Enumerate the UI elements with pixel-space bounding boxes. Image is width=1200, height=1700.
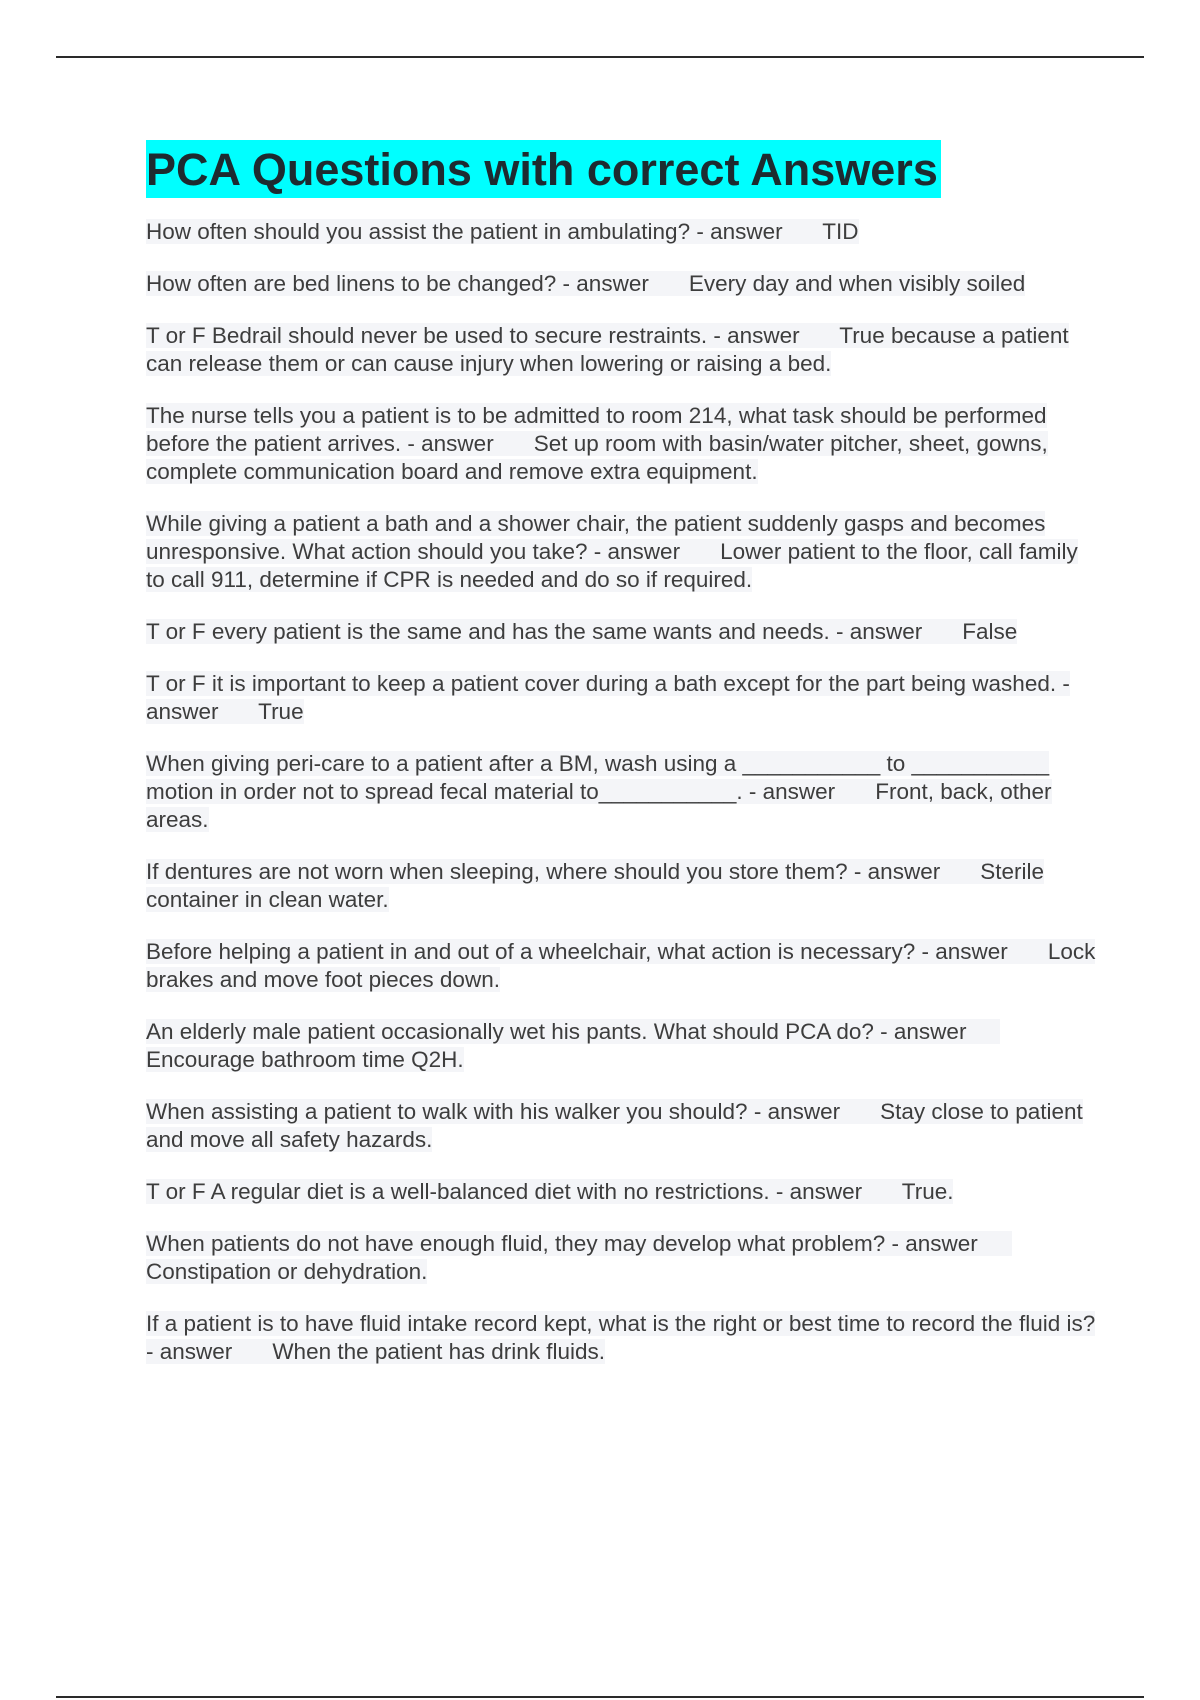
answer-text: TID: [822, 219, 859, 244]
qa-text: [146, 1231, 1012, 1284]
separator: -: [885, 1231, 906, 1256]
separator: -: [690, 219, 711, 244]
answer-text: True because a patient can release them or can cause injury when lowering or raising a bed.: [146, 323, 1069, 376]
separator: -: [401, 431, 422, 456]
answer-text: Sterile container in clean water.: [146, 859, 1045, 912]
answer-text: True: [258, 699, 304, 724]
question-text: The nurse tells you a patient is to be admitted to room 214, what task should be performed before the patient arrives.: [146, 403, 1047, 456]
qa-text: [146, 751, 1052, 832]
question-text: How often are bed linens to be changed?: [146, 271, 557, 296]
answer-label: answer: [905, 1231, 978, 1256]
answer-label: answer: [159, 1339, 233, 1364]
qa-text: [146, 619, 1017, 644]
answer-text: Front, back, other areas.: [146, 779, 1052, 832]
answer-label: answer: [867, 859, 941, 884]
answer-label: answer: [710, 219, 783, 244]
qa-item: [146, 1310, 1096, 1366]
qa-text: [146, 1019, 1000, 1072]
answer-label: answer: [935, 939, 1008, 964]
answer-text: Stay close to patient and move all safety hazards.: [146, 1099, 1083, 1152]
qa-text: [146, 403, 1048, 484]
qa-text: [146, 271, 1025, 296]
qa-text: [146, 939, 1095, 992]
qa-item: [146, 510, 1096, 594]
question-text: While giving a patient a bath and a shower chair, the patient suddenly gasps and becomes unresponsive. What action should you take?: [146, 511, 1046, 564]
qa-item: [146, 1098, 1096, 1154]
document-body: [146, 140, 1096, 1366]
separator: -: [587, 539, 608, 564]
separator: -: [556, 271, 577, 296]
answer-label: answer: [849, 619, 923, 644]
separator: -: [769, 1179, 790, 1204]
question-text: If dentures are not worn when sleeping, where should you store them?: [146, 859, 848, 884]
qa-item: [146, 858, 1096, 914]
question-text: T or F it is important to keep a patient cover during a bath except for the part being washed.: [146, 671, 1057, 696]
answer-text: Encourage bathroom time Q2H.: [146, 1047, 464, 1072]
question-text: When patients do not have enough fluid, they may develop what problem?: [146, 1231, 886, 1256]
question-text: T or F Bedrail should never be used to secure restraints.: [146, 323, 708, 348]
qa-item: [146, 402, 1096, 486]
qa-item: [146, 270, 1096, 298]
answer-text: Lower patient to the floor, call family to call 911, determine if CPR is needed and do so if required.: [146, 539, 1078, 592]
qa-text: [146, 511, 1078, 592]
answer-label: answer: [893, 1019, 967, 1044]
qa-text: [146, 323, 1069, 376]
qa-item: [146, 938, 1096, 994]
qa-item: [146, 618, 1096, 646]
separator: -: [1056, 671, 1070, 696]
answer-text: Constipation or dehydration.: [146, 1259, 428, 1284]
question-text: Before helping a patient in and out of a wheelchair, what action is necessary?: [146, 939, 916, 964]
question-text: T or F A regular diet is a well-balanced diet with no restrictions.: [146, 1179, 770, 1204]
separator: -: [847, 859, 868, 884]
answer-text: True.: [901, 1179, 954, 1204]
question-text: When assisting a patient to walk with his walker you should?: [146, 1099, 748, 1124]
qa-text: [146, 859, 1044, 912]
qa-text: [146, 1099, 1083, 1152]
qa-item: [146, 750, 1096, 834]
answer-label: answer: [762, 779, 836, 804]
answer-text: Set up room with basin/water pitcher, sheet, gowns, complete communication board and remove extra equipment.: [146, 431, 1048, 484]
qa-text: [146, 671, 1070, 724]
answer-text: When the patient has drink fluids.: [272, 1339, 606, 1364]
separator: -: [873, 1019, 894, 1044]
separator: -: [829, 619, 850, 644]
qa-item: [146, 322, 1096, 378]
answer-label: answer: [576, 271, 649, 296]
answer-label: answer: [146, 699, 219, 724]
answer-label: answer: [789, 1179, 863, 1204]
separator: -: [915, 939, 936, 964]
separator: -: [742, 779, 763, 804]
footer-rule: [56, 1696, 1144, 1698]
qa-item: [146, 1230, 1096, 1286]
answer-label: answer: [421, 431, 494, 456]
separator: -: [146, 1339, 160, 1364]
answer-label: answer: [607, 539, 681, 564]
answer-label: answer: [767, 1099, 841, 1124]
header-rule: [56, 56, 1144, 58]
qa-item: [146, 1018, 1096, 1074]
question-text: An elderly male patient occasionally wet his pants. What should PCA do?: [146, 1019, 874, 1044]
question-text: How often should you assist the patient in ambulating?: [146, 219, 691, 244]
separator: -: [707, 323, 728, 348]
qa-item: [146, 1178, 1096, 1206]
qa-item: [146, 670, 1096, 726]
qa-item: [146, 218, 1096, 246]
question-text: T or F every patient is the same and has the same wants and needs.: [146, 619, 830, 644]
answer-text: Lock brakes and move foot pieces down.: [146, 939, 1096, 992]
qa-text: [146, 1311, 1095, 1364]
question-text: If a patient is to have fluid intake record kept, what is the right or best time to record the fluid is?: [146, 1311, 1096, 1336]
document-title: PCA Questions with correct Answers: [146, 140, 941, 198]
question-text: When giving peri-care to a patient after a BM, wash using a ___________ to ___________ motion in order not to spread fecal material to___________.: [146, 751, 1050, 804]
answer-label: answer: [727, 323, 800, 348]
answer-text: Every day and when visibly soiled: [688, 271, 1026, 296]
qa-text: [146, 219, 859, 244]
qa-text: [146, 1179, 953, 1204]
separator: -: [747, 1099, 768, 1124]
answer-text: False: [962, 619, 1018, 644]
qa-list: [146, 218, 1096, 1366]
